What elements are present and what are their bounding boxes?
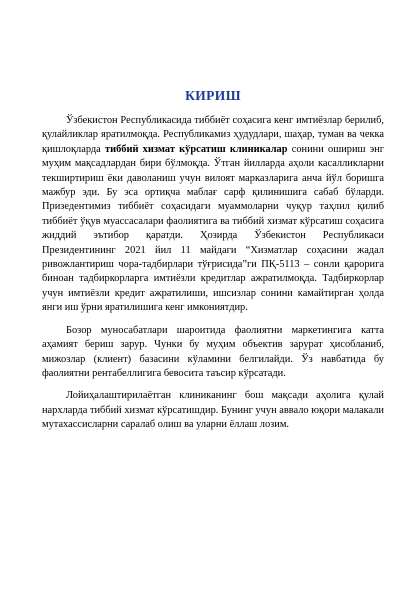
paragraph-2: Бозор муносабатлари шароитида фаолиятни маркетингига катта аҳамият бериш зарур. Чунки бу муҳим объектив зарурат ҳисобланиб, мижозлар (клиент) базасини кўламини белгилайди. Ўз навбатида бу фаолиятни рентабеллигига бевосита таъсир кўрсатади. [42,324,384,379]
document-page [42,88,384,441]
paragraph-1-text-start: Ўзбекистон Республикасида тиббиёт соҳасига кенг имтиёзлар берилиб, қулайликлар яратилмоқда. Республикамиз ҳудудлари, шаҳар, туман ва чекка қишлоқларда [42,115,384,155]
paragraph-1-text-end: сонини ошириш энг муҳим мақсадлардан бири бўлмоқда. Ўтган йилларда аҳоли касалликларни текширтириш ёки даволаниш учун вилоят марказларига анча йўл боришга мажбур эди. Бу эса ортиқча маблағ сарф қилинишига сабаб бўларди. Призедентимиз тиббиёт соҳасидаги муаммоларни чуқур таҳлил қилиб тиббиёт ўқув муассасалари фаолиятига ва тиббий хизмат кўрсатиш соҳасига жиддий эътибор қаратди. Ҳозирда Ўзбекистон Республикаси Президентининг 2021 йил 11 майдаги “Хизматлар соҳасини жадал ривожлантириш чора-тадбирлари тўғрисида”ги ПҚ-5113 – сонли қарорига биноан тадбиркорларга имтиёзли кредитлар ажратилмоқда. Тадбиркорлар учун имтиёзли кредит ажратилиши, ишсизлар сонини камайтирган ҳолда янги иш ўрни яратилишига кенг имкониятдир. [42,143,385,314]
paragraph-1 [42,114,384,316]
paragraph-1-bold-phrase: тиббий хизмат кўрсатиш клиникалар [105,143,288,155]
paragraph-3: Лойиҳалаштирилаётган клиниканинг бош мақсади аҳолига қулай нархларда тиббий хизмат кўрсатишдир. Бунинг учун аввало юқори малакали мутахассисларни саралаб олиш ва уларни ёллаш лозим. [42,390,384,431]
page-title: КИРИШ [185,88,241,103]
